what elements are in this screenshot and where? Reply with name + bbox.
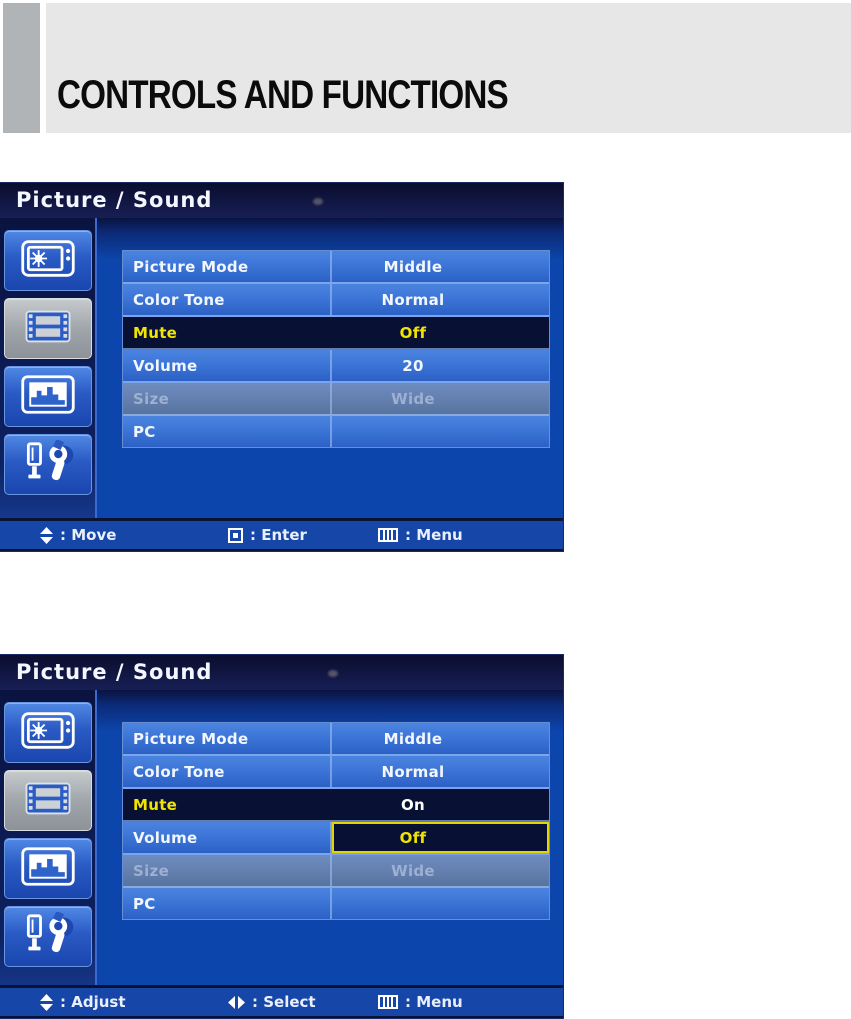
row-size-disabled [123, 383, 549, 416]
row-label: PC [123, 416, 332, 447]
row-label: Color Tone [123, 756, 332, 787]
sidebar-picture-button[interactable] [4, 230, 92, 291]
settings-table [122, 722, 550, 920]
osd-hint-bar [0, 985, 563, 1018]
row-label: Mute [133, 323, 178, 342]
menu-stripes-icon [378, 995, 398, 1009]
hint-label: : Move [60, 526, 117, 544]
reflection-dot [328, 670, 338, 677]
header-accent-block [3, 3, 40, 133]
hint-adjust [40, 988, 126, 1016]
updown-arrows-icon [40, 527, 53, 544]
hint-select [228, 988, 316, 1016]
row-label: PC [123, 888, 332, 919]
hint-label: : Adjust [60, 993, 126, 1011]
enter-square-icon [228, 528, 243, 543]
row-label: Picture Mode [123, 723, 332, 754]
row-color-tone[interactable] [123, 756, 549, 789]
osd-body [0, 690, 563, 985]
row-value: Middle [383, 257, 443, 276]
sidebar-setup-button[interactable] [4, 906, 92, 967]
leftright-arrows-icon [228, 996, 245, 1009]
sidebar-video-button[interactable] [4, 298, 92, 359]
hint-label: : Select [252, 993, 316, 1011]
row-volume[interactable] [123, 350, 549, 383]
pip-tv-icon [19, 372, 77, 421]
row-label: Mute [133, 795, 178, 814]
row-mute-selected[interactable] [123, 317, 549, 350]
hint-menu [378, 988, 463, 1016]
film-strip-icon [19, 304, 77, 353]
osd-menu-picture-sound-2 [0, 655, 563, 1018]
osd-title-text: Picture / Sound [16, 188, 213, 212]
picture-tv-icon [19, 236, 77, 285]
row-label: Size [123, 383, 332, 414]
row-value: Off [399, 323, 427, 342]
row-value [332, 416, 549, 447]
osd-title-bar [0, 183, 563, 218]
pip-tv-icon [19, 844, 77, 893]
sidebar-pip-button[interactable] [4, 838, 92, 899]
sidebar-video-button[interactable] [4, 770, 92, 831]
reflection-dot [313, 198, 323, 205]
row-volume-editing[interactable] [123, 822, 549, 855]
row-value: On [400, 795, 426, 814]
row-color-tone[interactable] [123, 284, 549, 317]
tools-icon [19, 912, 77, 961]
osd-title-bar [0, 655, 563, 690]
hint-label: : Menu [405, 526, 463, 544]
row-value: Wide [391, 861, 435, 880]
hint-label: : Enter [250, 526, 307, 544]
updown-arrows-icon [40, 994, 53, 1011]
page-title: CONTROLS AND FUNCTIONS [57, 73, 508, 117]
film-strip-icon [19, 776, 77, 825]
hint-label: : Menu [405, 993, 463, 1011]
hint-enter [228, 521, 307, 549]
tools-icon [19, 440, 77, 489]
osd-sidebar [0, 690, 97, 992]
sidebar-picture-button[interactable] [4, 702, 92, 763]
page-header-banner [46, 3, 851, 133]
row-size-disabled [123, 855, 549, 888]
row-value: Normal [381, 290, 445, 309]
row-value: Middle [383, 729, 443, 748]
row-picture-mode[interactable] [123, 251, 549, 284]
row-label: Volume [123, 822, 332, 853]
row-picture-mode[interactable] [123, 723, 549, 756]
row-pc[interactable] [123, 888, 549, 919]
osd-title-text: Picture / Sound [16, 660, 213, 684]
osd-menu-picture-sound-1 [0, 183, 563, 551]
row-pc[interactable] [123, 416, 549, 447]
settings-table [122, 250, 550, 448]
picture-tv-icon [19, 708, 77, 757]
row-mute-selected[interactable] [123, 789, 549, 822]
row-label: Picture Mode [123, 251, 332, 282]
row-value: Wide [391, 389, 435, 408]
row-value: Normal [381, 762, 445, 781]
osd-body [0, 218, 563, 518]
osd-sidebar [0, 218, 97, 520]
menu-stripes-icon [378, 528, 398, 542]
sidebar-pip-button[interactable] [4, 366, 92, 427]
hint-move [40, 521, 116, 549]
row-label: Color Tone [123, 284, 332, 315]
row-value [332, 888, 549, 919]
row-label: Size [123, 855, 332, 886]
row-value-option-box[interactable]: Off [332, 822, 549, 853]
row-label: Volume [123, 350, 332, 381]
hint-menu [378, 521, 463, 549]
row-value: 20 [402, 356, 424, 375]
osd-hint-bar [0, 518, 563, 551]
sidebar-setup-button[interactable] [4, 434, 92, 495]
